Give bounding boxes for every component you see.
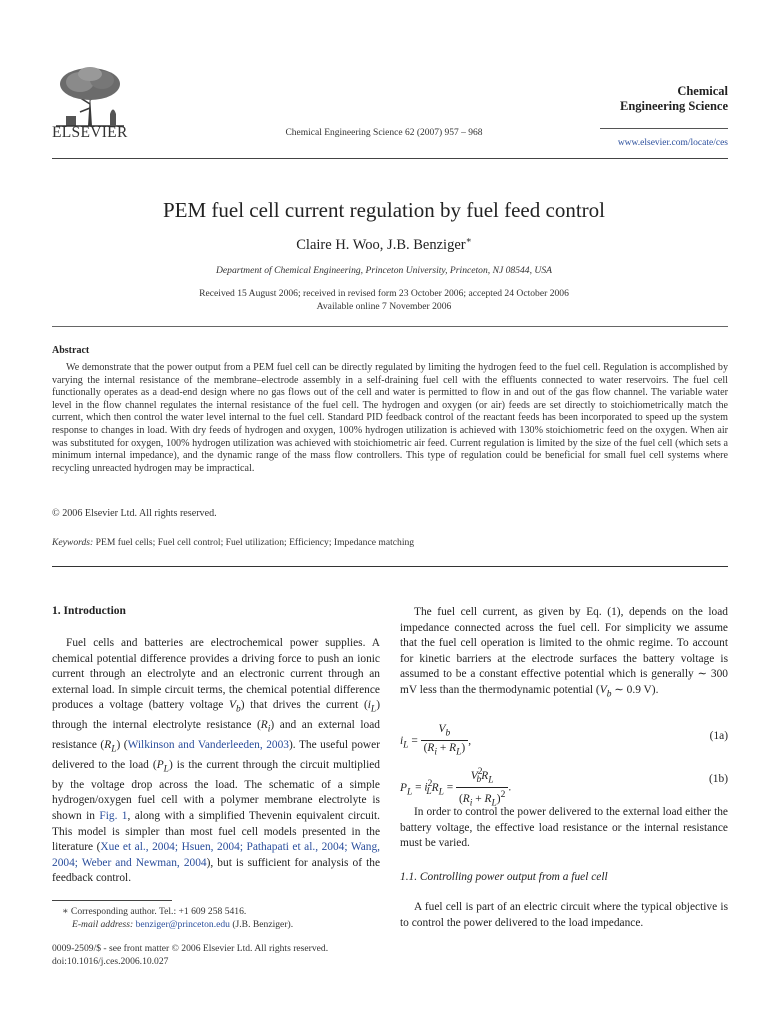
front-matter (52, 943, 328, 968)
affiliation: Department of Chemical Engineering, Princeton University, Princeton, NJ 08544, USA (216, 265, 552, 276)
elsevier-tree-logo (52, 64, 128, 128)
journal-name-line1: Chemical (677, 84, 728, 98)
email-suffix: (J.B. Benziger). (232, 918, 294, 930)
intro-paragraph: Fuel cells and batteries are electrochemical power supplies. A chemical potential difference provides a driving force to push an ionic current through an electrolyte and an electronic current through an external load. In simple circuit terms, the chemical potential difference produces a voltage (battery voltage $V_b$) that drives the current $(i_L)$ through the internal electrolyte resistance $(R_i)$ and an external load resistance $(R_L)$ (Wilkinson and Vanderleeden, 2003). The useful power delivered to the load $(P_L)$ is the current through the circuit multiplied by the voltage drop across the load. The schematic of a simple hydrogen/oxygen fuel cell with a polymer membrane electrolyte is shown in Fig. 1, along with a simplified Thevenin equivalent circuit. This model is simpler than most fuel cell models presented in the literature (Xue et al., 2004; Hsuen, 2004; Pathapati et al., 2004; Wang, 2004; Weber and Newman, 2004), but is sufficient for analysis of the feedback control. (52, 637, 381, 885)
citation-link-wilkinson[interactable]: Wilkinson and Vanderleeden, 2003 (127, 739, 289, 752)
footnote-rule (52, 900, 172, 901)
subsection-heading: 1.1. Controlling power output from a fuel cell (400, 871, 608, 883)
authors (0, 235, 768, 254)
abstract-copyright: © 2006 Elsevier Ltd. All rights reserved. (52, 508, 217, 519)
journal-name (620, 84, 728, 114)
corresponding-author-mark[interactable]: ∗ (465, 235, 472, 245)
journal-url-link[interactable]: www.elsevier.com/locate/ces (617, 138, 728, 148)
received-dates: Received 15 August 2006; received in revised form 23 October 2006; accepted 24 October 2006 (199, 288, 569, 299)
article-dates (0, 288, 768, 313)
right-paragraph-1: The fuel cell current, as given by Eq. (1), depends on the load impedance connected across the fuel cell. For simplicity we assume that the fuel cell operation is limited to the ohmic regime. To account for kinetic barriers at the electrode surfaces the battery voltage is assumed to be a constant effective potential which is generally ∼ 300 mV less than the thermodynamic potential ($V_b$ ∼ 0.9 V). (400, 606, 728, 700)
keywords-label: Keywords: (52, 537, 94, 548)
section-heading-introduction: 1. Introduction (52, 605, 126, 617)
doi-line[interactable]: doi:10.1016/j.ces.2006.10.027 (52, 955, 169, 967)
email-label: E-mail address: (72, 918, 134, 930)
corresponding-author-note: ∗ Corresponding author. Tel.: +1 609 258 5416. (62, 906, 247, 917)
email-line (52, 919, 293, 932)
publisher-name: ELSEVIER (52, 124, 128, 141)
available-online: Available online 7 November 2006 (316, 300, 452, 312)
footnote (52, 906, 293, 931)
author-names: Claire H. Woo, J.B. Benziger (296, 236, 466, 253)
keywords (52, 537, 414, 548)
header-divider (600, 128, 728, 129)
keywords-list: PEM fuel cells; Fuel cell control; Fuel utilization; Efficiency; Impedance matching (95, 537, 415, 548)
right-paragraph-3: A fuel cell is part of an electric circuit where the typical objective is to control the power delivered to the load impedance. (400, 901, 728, 929)
abstract-top-rule (52, 326, 728, 327)
figure-1-link[interactable]: Fig. 1 (99, 810, 128, 823)
header-rule (52, 158, 728, 159)
issn-line: 0009-2509/$ - see front matter © 2006 Elsevier Ltd. All rights reserved. (52, 943, 329, 954)
abstract-heading: Abstract (52, 345, 90, 356)
email-link[interactable]: benziger@princeton.edu (135, 918, 230, 930)
citation-link-models[interactable]: Xue et al., 2004; Hsuen, 2004; Pathapati et al., 2004; Wang, 2004; Weber and Newman, 2004 (52, 841, 380, 869)
equation-1b-body: $P_L = i^2_LR_L$ = $\frac{V^2_bR_L}{(R_i + R_L)^2}$ . (400, 767, 512, 809)
right-paragraph-2: In order to control the power delivered to the external load either the battery voltage, the effective load resistance or the internal resistance must be varied. (400, 806, 728, 850)
abstract-text: We demonstrate that the power output from a PEM fuel cell can be directly regulated by limiting the hydrogen feed to the fuel cell. Regulation is accomplished by varying the internal resistance of the membrane–electrode assembly in a self-draining fuel cell with the effluents connected to water reservoirs. The fuel cell functionally operates as a dead-end design where no gas flows out of the cell and water is permitted to flow in and out of the gas flow channel. The variable water level in the flow channel regulates the internal resistance of the fuel cell. The hydrogen and oxygen (or air) feeds are set directly to stoichiometrically match the current, which then control the water level internal to the fuel cell. Standard PID feedback control of the reactant feeds has been incorporated to speed up the system response to changes in load. With dry feeds of hydrogen and oxygen, 100% hydrogen utilization is achieved with 130% stoichiometric feed on the oxygen. When air was substituted for oxygen, 100% hydrogen utilization was achieved with stoichiometric air feed. Current regulation is limited by the size of the fuel cell (which sets a minimum internal impedance), and the dynamic range of the mass flow controllers. This type of regulation could be beneficial for small fuel cell systems where recycling unreacted hydrogen may be impractical. (52, 362, 728, 474)
equation-1a-label: (1a) (709, 730, 728, 742)
abstract-bottom-rule (52, 566, 728, 567)
equation-1b (400, 765, 728, 809)
equation-1b-label: (1b) (709, 773, 728, 785)
journal-citation: Chemical Engineering Science 62 (2007) 957 – 968 (285, 128, 483, 138)
equation-1a (400, 722, 728, 756)
equation-1a-body: $i_L$ = $\frac{V_b}{(R_i + R_L)}$ , (400, 723, 472, 758)
article-title: PEM fuel cell current regulation by fuel feed control (162, 198, 605, 222)
journal-name-line2: Engineering Science (620, 99, 728, 113)
